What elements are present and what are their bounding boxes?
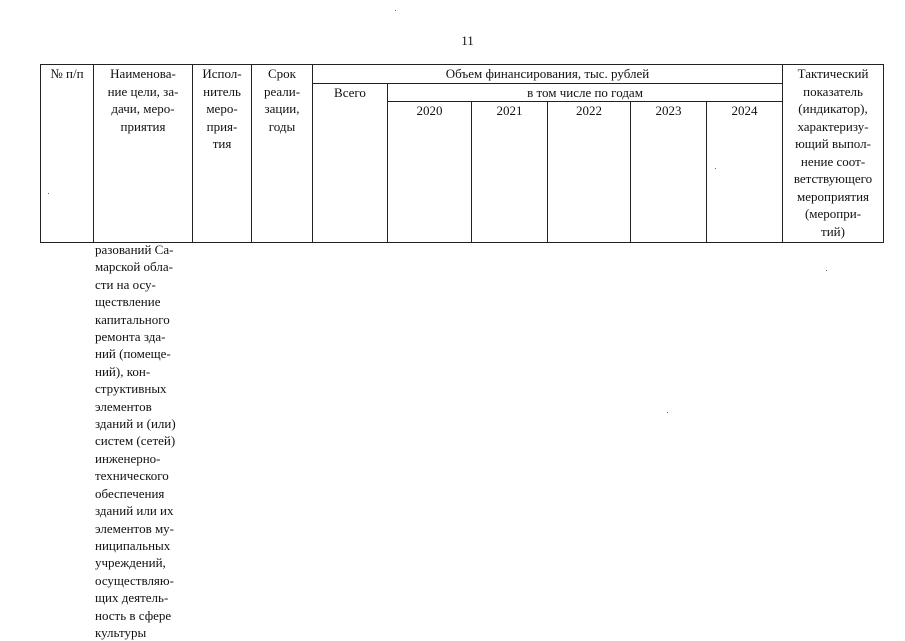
text-line: ниципальных xyxy=(95,537,171,553)
text-line: технического xyxy=(95,468,169,484)
text-line: культуры xyxy=(95,624,147,640)
text-line: ний), кон- xyxy=(95,363,151,379)
text-line: тий) xyxy=(821,223,845,239)
scan-speck xyxy=(667,412,668,413)
text-line: характеризу- xyxy=(797,118,869,134)
text-line: марской обла- xyxy=(95,259,173,275)
text-line: ветствующего xyxy=(793,171,873,186)
text-line: зации, xyxy=(264,101,300,116)
text-line: № п/п xyxy=(50,66,84,81)
text-line: элементов xyxy=(95,398,152,414)
header-num xyxy=(41,65,94,243)
text-line: щих деятель- xyxy=(95,590,169,606)
header-total: Всего xyxy=(313,83,388,243)
header-year-2021: 2021 xyxy=(472,102,548,243)
header-executor xyxy=(193,65,252,243)
text-line: учреждений, xyxy=(95,555,166,571)
header-funding-title: Объем финансирования, тыс. рублей xyxy=(313,65,783,84)
text-line: зданий или их xyxy=(95,503,174,519)
text-line: Испол- xyxy=(202,66,242,81)
text-line: (индикатор), xyxy=(798,101,868,116)
text-line: Наименова- xyxy=(110,66,176,81)
scan-speck xyxy=(48,193,49,194)
text-line: обеспечения xyxy=(95,485,165,501)
text-line: реали- xyxy=(263,83,301,99)
text-line: тия xyxy=(212,136,232,151)
text-line: нение соот- xyxy=(800,153,866,169)
text-line: ществление xyxy=(95,294,161,310)
text-line: ремонта зда- xyxy=(95,329,166,345)
text-line: разований Са- xyxy=(95,242,174,257)
scan-speck xyxy=(395,10,396,11)
text-line: мероприятия xyxy=(797,188,870,204)
text-line: приятия xyxy=(120,118,166,134)
text-line: Срок xyxy=(268,66,296,81)
text-line: инженерно- xyxy=(95,450,161,466)
text-line: показатель xyxy=(803,83,863,99)
text-line: капитального xyxy=(95,311,170,327)
header-year-2022: 2022 xyxy=(548,102,631,243)
text-line: ний (помеще- xyxy=(95,346,171,362)
text-line: элементов му- xyxy=(95,520,175,536)
continued-activity-name xyxy=(95,241,187,641)
text-line: ние цели, за- xyxy=(107,83,179,99)
financing-table xyxy=(40,64,884,243)
scan-speck xyxy=(826,270,827,271)
text-line: прия- xyxy=(206,118,238,134)
text-line: зданий и (или) xyxy=(95,416,176,432)
text-line: структивных xyxy=(95,381,167,397)
text-line: ность в сфере xyxy=(95,607,172,623)
header-year-2024: 2024 xyxy=(707,102,783,243)
scan-speck xyxy=(715,168,716,169)
text-line: Тактический xyxy=(797,66,869,81)
header-indicator xyxy=(783,65,884,243)
header-name xyxy=(94,65,193,243)
text-line: нитель xyxy=(203,83,241,99)
text-line: (меропри- xyxy=(804,206,862,221)
text-line: осуществляю- xyxy=(95,572,174,588)
header-year-2020: 2020 xyxy=(388,102,472,243)
text-line: систем (сетей) xyxy=(95,433,176,449)
text-line: ющий выпол- xyxy=(795,136,871,151)
header-term xyxy=(252,65,313,243)
text-line: годы xyxy=(268,118,296,134)
header-year-2023: 2023 xyxy=(631,102,707,243)
text-line: сти на осу- xyxy=(95,276,156,292)
page-number: 11 xyxy=(461,33,474,48)
header-by-years: в том числе по годам xyxy=(388,83,783,102)
text-line: дачи, меро- xyxy=(111,101,175,116)
text-line: меро- xyxy=(206,101,238,116)
